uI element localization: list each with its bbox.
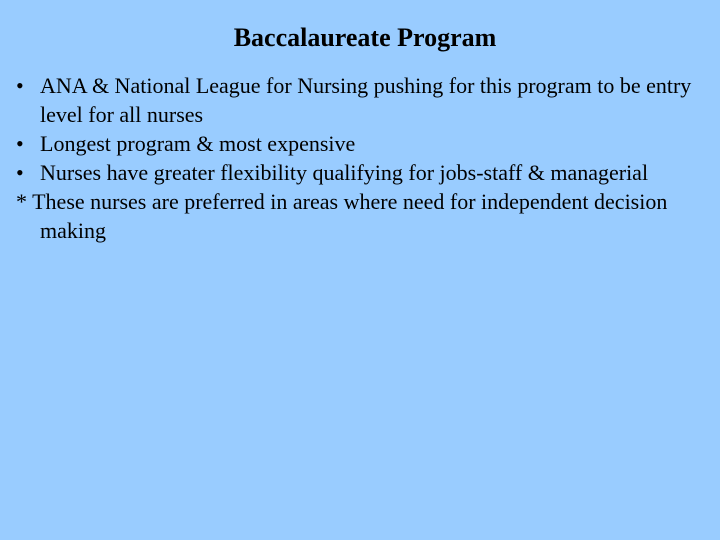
bullet-text: ANA & National League for Nursing pushing for this program to be entry level for all nurses (40, 73, 692, 127)
note-text: These nurses are preferred in areas where need for independent decision making (32, 189, 668, 243)
bullet-marker: • (16, 131, 24, 156)
bullet-text: Nurses have greater flexibility qualifying for jobs-staff & managerial (40, 160, 649, 185)
bullet-marker: • (16, 73, 24, 98)
note-marker: * (16, 189, 27, 214)
note-item (16, 187, 716, 245)
bullet-marker: • (16, 160, 24, 185)
bullet-item (16, 129, 716, 158)
bullet-list (16, 71, 716, 245)
bullet-item (16, 158, 716, 187)
bullet-text: Longest program & most expensive (40, 131, 356, 156)
bullet-item (16, 71, 716, 129)
slide-title: Baccalaureate Program (233, 23, 497, 52)
